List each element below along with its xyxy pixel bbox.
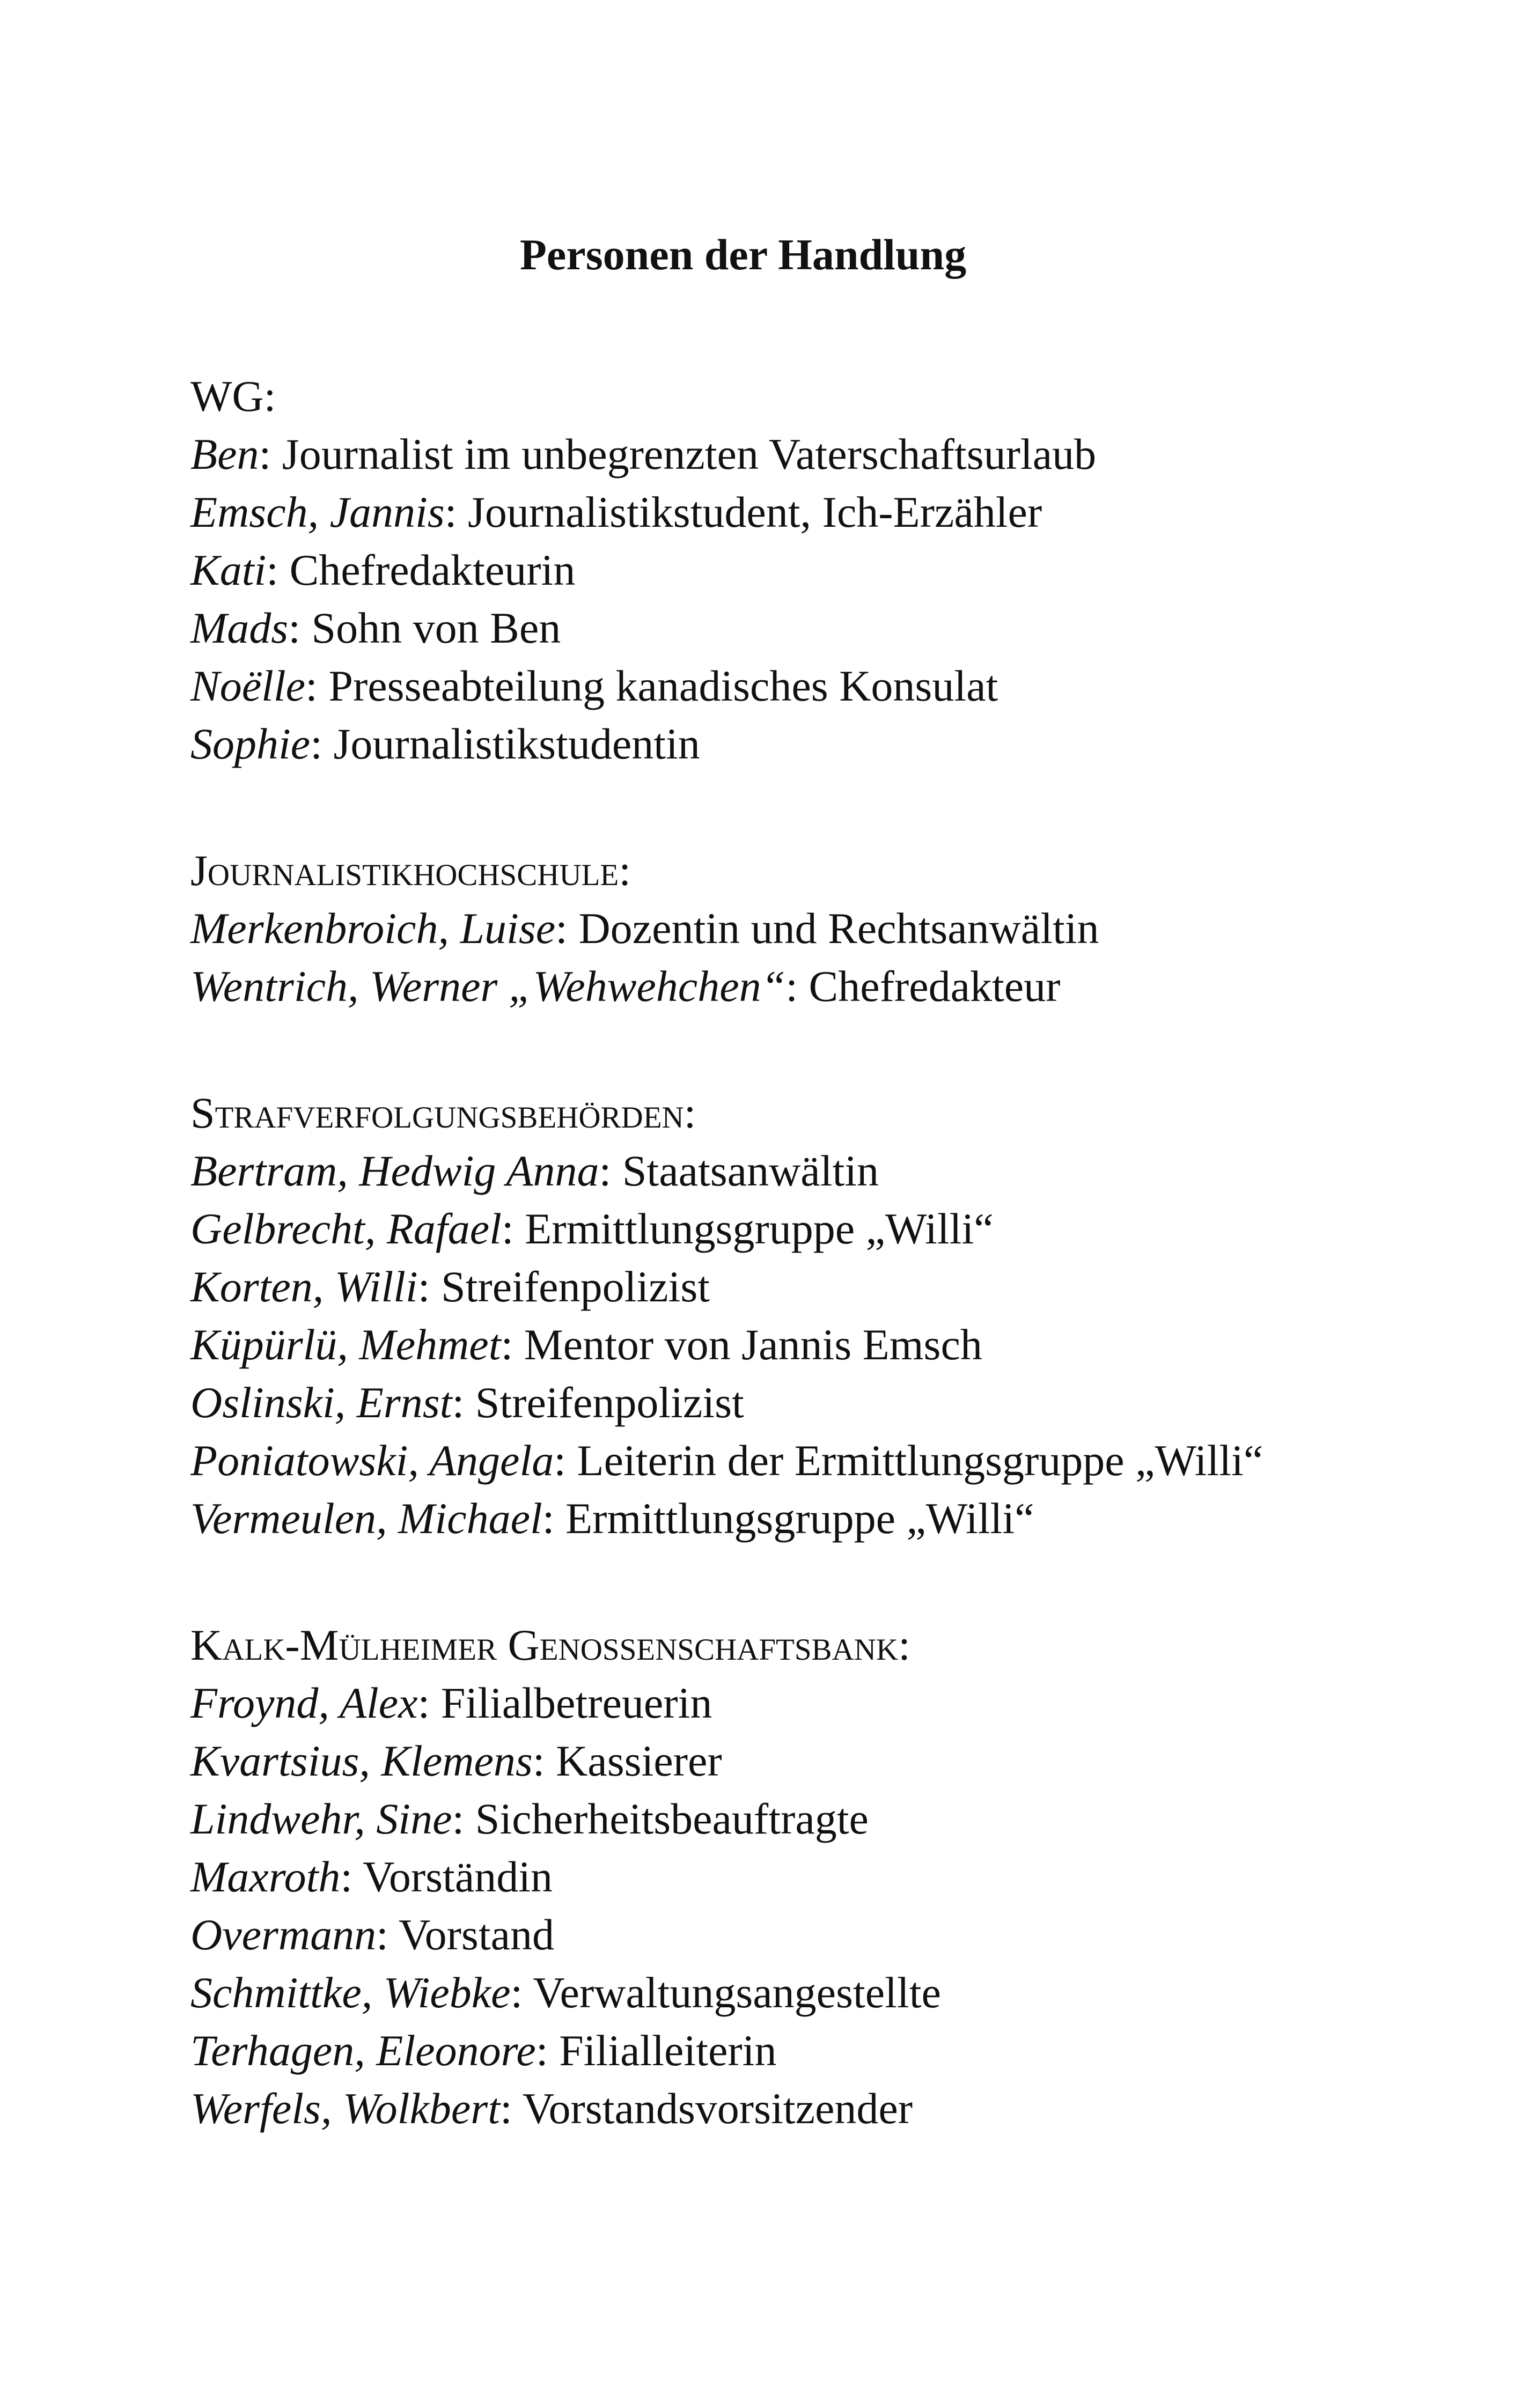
- separator: :: [444, 488, 468, 536]
- cast-entry: [190, 1142, 1398, 1200]
- separator: :: [305, 661, 329, 710]
- separator: :: [259, 430, 282, 478]
- separator: :: [532, 1736, 556, 1785]
- section-heading: Strafverfolgungsbehörden:: [190, 1088, 696, 1137]
- character-name: Kati: [190, 546, 267, 594]
- character-name: Küpürlü, Mehmet: [190, 1320, 501, 1369]
- cast-entry: [190, 958, 1398, 1015]
- separator: :: [500, 2084, 523, 2133]
- character-name: Korten, Willi: [190, 1262, 418, 1311]
- character-role: Sicherheitsbeauftragte: [475, 1794, 869, 1843]
- cast-entry: [190, 1200, 1398, 1258]
- cast-entry: [190, 1258, 1398, 1316]
- section-journalistikhochschule: [190, 842, 1398, 1015]
- character-role: Dozentin und Rechtsanwältin: [578, 904, 1099, 953]
- separator: :: [452, 1794, 475, 1843]
- character-name: Sophie: [190, 719, 311, 768]
- separator: :: [535, 2026, 560, 2075]
- cast-entry: [190, 1316, 1398, 1374]
- cast-entry: [190, 2022, 1398, 2080]
- character-name: Merkenbroich, Luise: [190, 904, 556, 953]
- cast-entry: [190, 1790, 1398, 1848]
- cast-entry: [190, 1732, 1398, 1790]
- separator: :: [452, 1378, 475, 1427]
- character-role: Sohn von Ben: [311, 603, 561, 652]
- separator: :: [501, 1320, 524, 1369]
- character-name: Vermeulen, Michael: [190, 1494, 542, 1543]
- character-name: Noëlle: [190, 661, 306, 710]
- character-role: Leiterin der Ermittlungsgruppe „Willi“: [577, 1436, 1263, 1485]
- character-name: Schmittke, Wiebke: [190, 1968, 511, 2017]
- document-page: [190, 225, 1398, 2138]
- cast-entry: [190, 1906, 1398, 1964]
- character-role: Streifenpolizist: [475, 1378, 744, 1427]
- character-role: Chefredakteur: [809, 962, 1061, 1011]
- character-role: Journalistikstudent, Ich-Erzähler: [468, 488, 1042, 536]
- character-role: Mentor von Jannis Emsch: [524, 1320, 982, 1369]
- separator: :: [542, 1494, 566, 1543]
- character-role: Ermittlungsgruppe „Willi“: [565, 1494, 1034, 1543]
- character-name: Mads: [190, 603, 289, 652]
- separator: :: [266, 546, 290, 594]
- character-role: Journalist im unbegrenzten Vaterschaftsurlaub: [282, 430, 1097, 478]
- cast-entry: [190, 599, 1398, 657]
- character-role: Filialbetreuerin: [440, 1678, 712, 1727]
- separator: :: [599, 1146, 622, 1195]
- character-name: Maxroth: [190, 1852, 341, 1901]
- cast-entry: [190, 1490, 1398, 1548]
- cast-entry: [190, 1964, 1398, 2022]
- separator: :: [554, 1436, 577, 1485]
- separator: :: [501, 1204, 525, 1253]
- character-role: Filialleiterin: [559, 2026, 777, 2075]
- character-role: Presseabteilung kanadisches Konsulat: [328, 661, 998, 710]
- character-role: Streifenpolizist: [441, 1262, 710, 1311]
- character-name: Wentrich, Werner „Wehwehchen“: [190, 962, 786, 1011]
- character-name: Gelbrecht, Rafael: [190, 1204, 502, 1253]
- separator: :: [417, 1678, 441, 1727]
- cast-entry: [190, 1848, 1398, 1906]
- separator: :: [310, 719, 334, 768]
- section-heading: Kalk-Mülheimer Genossenschaftsbank:: [190, 1621, 910, 1669]
- character-role: Journalistikstudentin: [333, 719, 700, 768]
- separator: :: [340, 1852, 363, 1901]
- cast-entry: [190, 657, 1398, 715]
- separator: :: [376, 1910, 399, 1959]
- separator: :: [555, 904, 579, 953]
- cast-entry: [190, 715, 1398, 773]
- cast-entry: [190, 425, 1398, 483]
- cast-entry: [190, 900, 1398, 958]
- character-name: Terhagen, Eleonore: [190, 2026, 536, 2075]
- cast-entry: [190, 1674, 1398, 1732]
- character-name: Poniatowski, Angela: [190, 1436, 554, 1485]
- cast-entry: [190, 1432, 1398, 1490]
- page-title: Personen der Handlung: [519, 230, 967, 279]
- character-name: Werfels, Wolkbert: [190, 2084, 501, 2133]
- section-heading: WG:: [190, 372, 276, 421]
- cast-entry: [190, 1374, 1398, 1432]
- separator: :: [288, 603, 312, 652]
- cast-list: [190, 367, 1398, 2138]
- character-role: Vorstandsvorsitzender: [522, 2084, 913, 2133]
- character-name: Overmann: [190, 1910, 377, 1959]
- character-name: Bertram, Hedwig Anna: [190, 1146, 599, 1195]
- separator: :: [417, 1262, 441, 1311]
- character-role: Vorstand: [398, 1910, 554, 1959]
- character-name: Ben: [190, 430, 259, 478]
- section-strafverfolgungsbehörden: [190, 1084, 1398, 1548]
- cast-entry: [190, 541, 1398, 599]
- character-name: Kvartsius, Klemens: [190, 1736, 533, 1785]
- character-name: Oslinski, Ernst: [190, 1378, 452, 1427]
- cast-entry: [190, 483, 1398, 541]
- separator: :: [510, 1968, 533, 2017]
- section-kalk-mülheimer-genossenschaftsbank: [190, 1616, 1398, 2138]
- character-name: Lindwehr, Sine: [190, 1794, 452, 1843]
- character-role: Verwaltungsangestellte: [533, 1968, 941, 2017]
- character-role: Kassierer: [556, 1736, 722, 1785]
- section-wg: [190, 367, 1398, 773]
- character-role: Staatsanwältin: [622, 1146, 879, 1195]
- character-role: Vorständin: [363, 1852, 553, 1901]
- cast-entry: [190, 2080, 1398, 2138]
- character-name: Froynd, Alex: [190, 1678, 418, 1727]
- section-heading: Journalistikhochschule:: [190, 846, 631, 895]
- separator: :: [785, 962, 809, 1011]
- character-role: Chefredakteurin: [289, 546, 576, 594]
- character-name: Emsch, Jannis: [190, 488, 445, 536]
- character-role: Ermittlungsgruppe „Willi“: [525, 1204, 994, 1253]
